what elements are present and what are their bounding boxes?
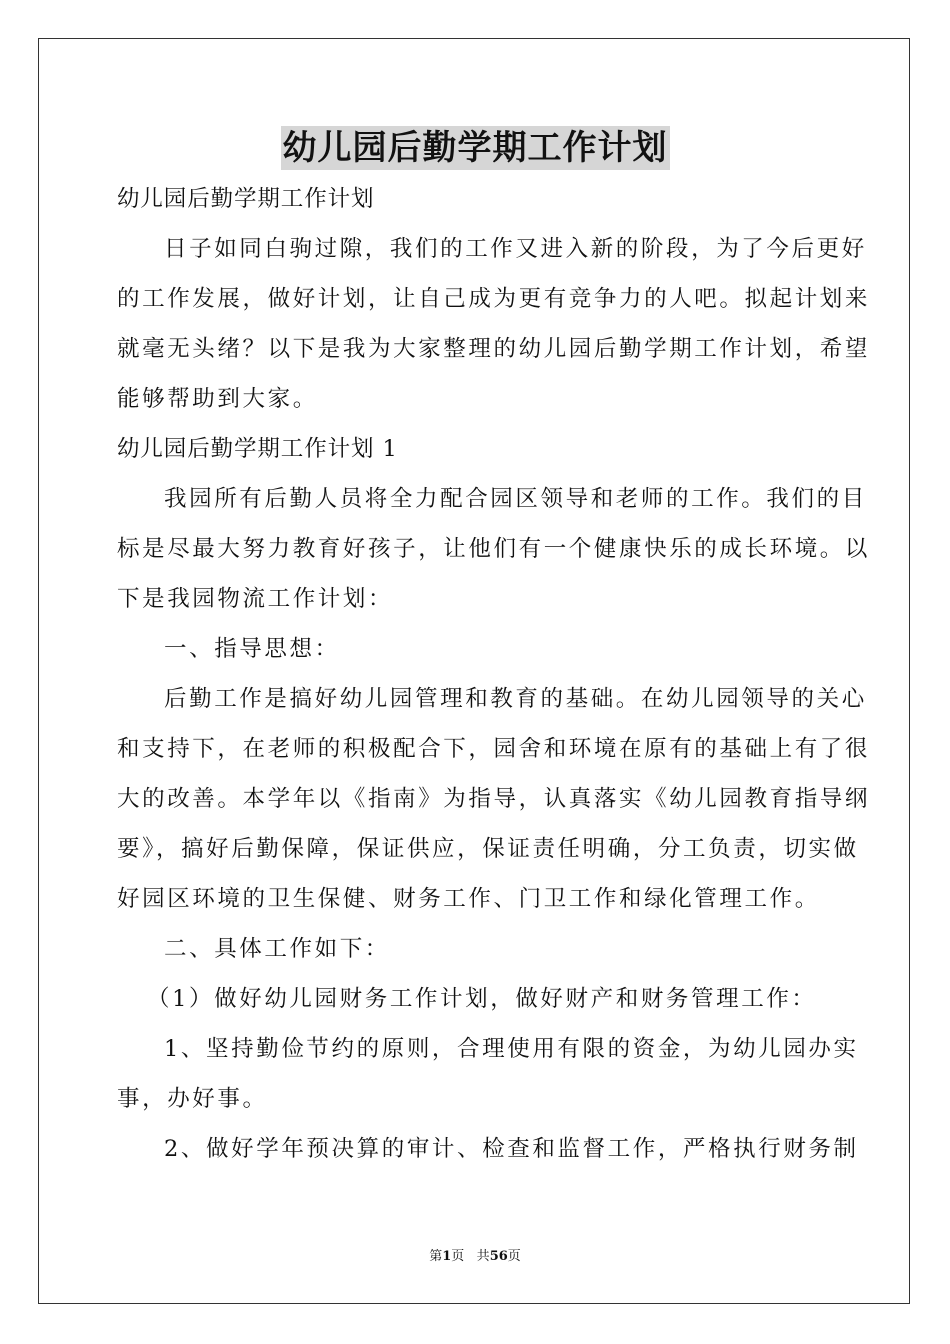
- footer-page-number: 1: [442, 1249, 452, 1264]
- paragraph-line: 就毫无头绪？以下是我为大家整理的幼儿园后勤学期工作计划，希望: [117, 336, 871, 362]
- footer-total-pages: 56: [489, 1249, 508, 1264]
- paragraph-line: 大的改善。本学年以《指南》为指导，认真落实《幼儿园教育指导纲: [117, 786, 871, 812]
- paragraph-line: 和支持下，在老师的积极配合下，园舍和环境在原有的基础上有了很: [117, 736, 871, 762]
- footer-page-prefix: 第: [429, 1249, 443, 1264]
- paragraph-line: 要》，搞好后勤保障，保证供应，保证责任明确，分工负责，切实做: [117, 836, 859, 862]
- footer-page-suffix: 页: [451, 1249, 465, 1264]
- paragraph-line: 我园所有后勤人员将全力配合园区领导和老师的工作。我们的目: [164, 486, 867, 512]
- document-title: 幼儿园后勤学期工作计划: [282, 128, 668, 168]
- list-heading: （1）做好幼儿园财务工作计划，做好财产和财务管理工作：: [147, 986, 817, 1012]
- paragraph-line: 能够帮助到大家。: [117, 386, 318, 412]
- paragraph-line: 日子如同白驹过隙，我们的工作又进入新的阶段，为了今后更好: [164, 236, 867, 262]
- document-body: [117, 174, 871, 1174]
- paragraph-line: 后勤工作是搞好幼儿园管理和教育的基础。在幼儿园领导的关心: [164, 686, 867, 712]
- paragraph-line: 的工作发展，做好计划，让自己成为更有竞争力的人吧。拟起计划来: [117, 286, 871, 312]
- footer-total-suffix: 页: [507, 1249, 521, 1264]
- paragraph-line: 好园区环境的卫生保健、财务工作、门卫工作和绿化管理工作。: [117, 886, 820, 912]
- list-item-continuation: 事，办好事。: [117, 1086, 268, 1112]
- footer-total-prefix: 共: [476, 1249, 490, 1264]
- paragraph-line: 标是尽最大努力教育好孩子，让他们有一个健康快乐的成长环境。以: [117, 536, 871, 562]
- subtitle-line: 幼儿园后勤学期工作计划: [117, 186, 375, 212]
- section-heading: 幼儿园后勤学期工作计划 1: [117, 436, 398, 462]
- list-item: 2、做好学年预决算的审计、检查和监督工作，严格执行财务制: [164, 1136, 859, 1162]
- subsection-heading: 二、具体工作如下：: [164, 936, 390, 962]
- subsection-heading: 一、指导思想：: [164, 636, 340, 662]
- list-item: 1、坚持勤俭节约的原则，合理使用有限的资金，为幼儿园办实: [164, 1036, 859, 1062]
- title-wrap: [0, 126, 950, 170]
- page-footer: [0, 1245, 950, 1264]
- paragraph-line: 下是我园物流工作计划：: [117, 586, 394, 612]
